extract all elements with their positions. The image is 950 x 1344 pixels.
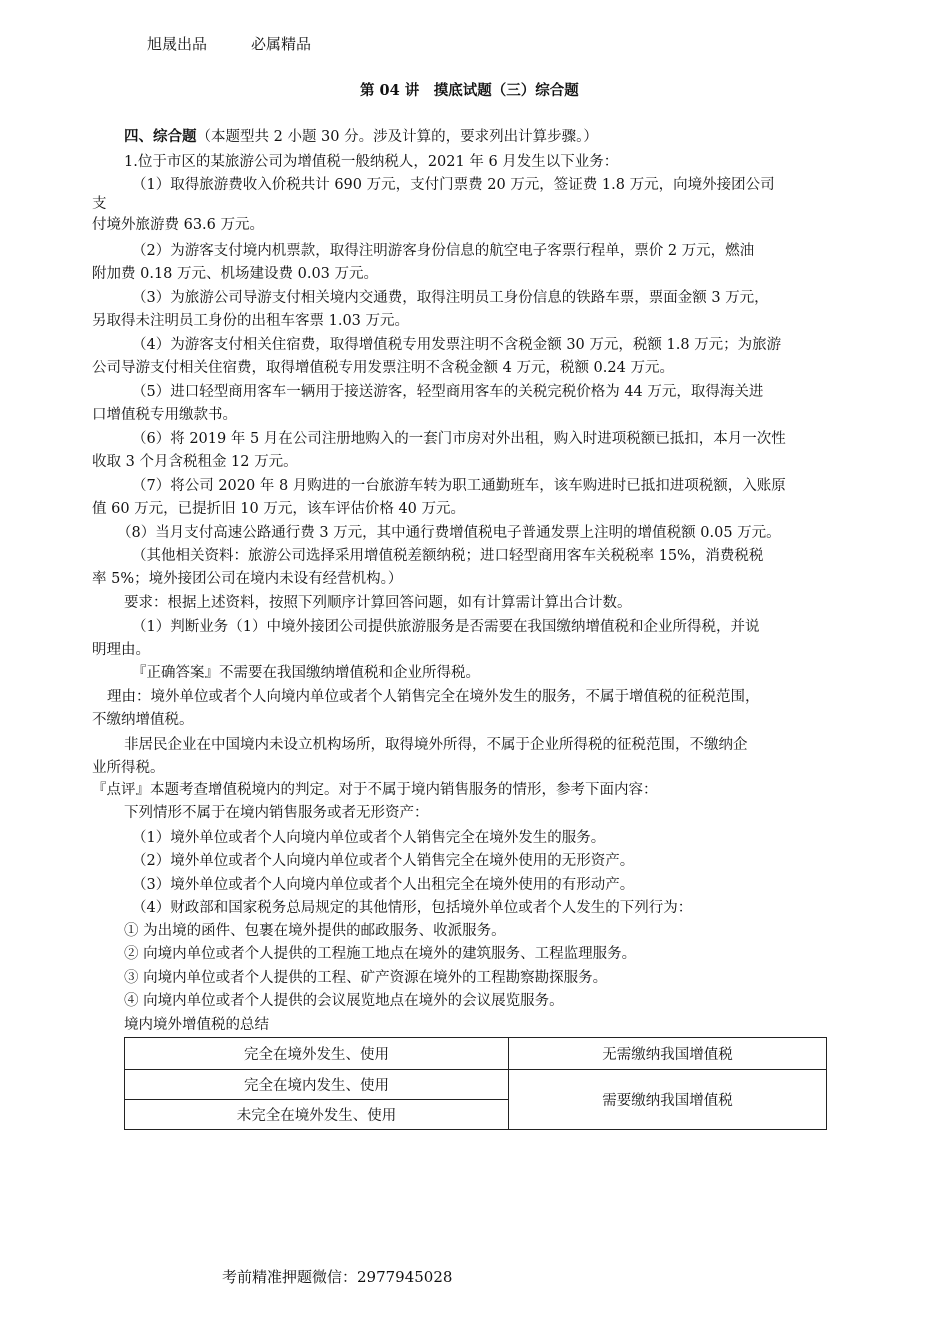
paragraph-line: （1）取得旅游费收入价税共计 690 万元，支付门票费 20 万元，签证费 1.8 万元，向境外接团公司: [132, 177, 775, 193]
table-cell: 完全在境外发生、使用: [125, 1038, 509, 1070]
requirement-line: 要求：根据上述资料，按照下列顺序计算回答问题，如有计算需计算出合计数。: [124, 595, 632, 611]
paragraph-line: 支: [92, 196, 107, 212]
list-item: （1）境外单位或者个人向境内单位或者个人销售完全在境外发生的服务。: [132, 830, 606, 846]
reason-line: 业所得税。: [92, 760, 165, 776]
list-item: （4）财政部和国家税务总局规定的其他情形，包括境外单位或者个人发生的下列行为：: [132, 900, 693, 916]
question-line: 明理由。: [92, 642, 150, 658]
paragraph-line: （6）将 2019 年 5 月在公司注册地购入的一套门市房对外出租，购入时进项税额已抵扣，本月一次性: [132, 431, 786, 447]
section-heading-note: （本题型共 2 小题 30 分。涉及计算的，要求列出计算步骤。）: [196, 129, 598, 145]
comment-line: 『点评』本题考查增值税境内的判定。对于不属于境内销售服务的情形，参考下面内容：: [92, 782, 658, 798]
section-heading-label: 四、综合题: [124, 128, 197, 145]
table-cell: 未完全在境外发生、使用: [125, 1100, 509, 1130]
page-title: 第 04 讲 摸底试题（三）综合题: [360, 82, 579, 99]
reason-line: 理由：境外单位或者个人向境内单位或者个人销售完全在境外发生的服务，不属于增值税的征税范围，: [107, 689, 760, 705]
paragraph-line: （8）当月支付高速公路通行费 3 万元，其中通行费增值税电子普通发票上注明的增值税额 0.05 万元。: [117, 525, 781, 541]
paragraph-line: 口增值税专用缴款书。: [92, 407, 237, 423]
list-item: ④ 向境内单位或者个人提供的会议展览地点在境外的会议展览服务。: [124, 993, 564, 1009]
paragraph-line: （4）为游客支付相关住宿费，取得增值税专用发票注明不含税金额 30 万元，税额 1.8 万元；为旅游: [132, 337, 782, 353]
header-left-text: 旭晟出品: [147, 35, 208, 53]
table-row: [125, 1038, 827, 1070]
paragraph-line: 率 5%；境外接团公司在境内未设有经营机构。）: [92, 571, 403, 587]
paragraph-line: 收取 3 个月含税租金 12 万元。: [92, 454, 298, 470]
table-row: [125, 1070, 827, 1100]
page-header: [147, 33, 311, 55]
answer-line: 『正确答案』不需要在我国缴纳增值税和企业所得税。: [132, 665, 480, 681]
table-cell: 需要缴纳我国增值税: [509, 1070, 827, 1130]
paragraph-line: 付境外旅游费 63.6 万元。: [92, 217, 265, 233]
list-item: ① 为出境的函件、包裹在境外提供的邮政服务、收派服务。: [124, 923, 506, 939]
list-item: ② 向境内单位或者个人提供的工程施工地点在境外的建筑服务、工程监理服务。: [124, 946, 637, 962]
paragraph-line: 值 60 万元，已提折旧 10 万元，该车评估价格 40 万元。: [92, 501, 466, 517]
header-right-text: 必属精品: [251, 35, 312, 53]
paragraph-line: （3）为旅游公司导游支付相关境内交通费，取得注明员工身份信息的铁路车票，票面金额 3 万元，: [132, 290, 769, 306]
paragraph-line: （7）将公司 2020 年 8 月购进的一台旅游车转为职工通勤班车，该车购进时已抵扣进项税额，入账原: [132, 478, 786, 494]
paragraph-line: （2）为游客支付境内机票款，取得注明游客身份信息的航空电子客票行程单，票价 2 万元，燃油: [132, 243, 755, 259]
reason-line: 非居民企业在中国境内未设立机构场所，取得境外所得，不属于企业所得税的征税范围，不缴纳企: [124, 737, 748, 753]
paragraph-line: 附加费 0.18 万元、机场建设费 0.03 万元。: [92, 266, 379, 282]
table-cell: 完全在境内发生、使用: [125, 1070, 509, 1100]
table-cell: 无需缴纳我国增值税: [509, 1038, 827, 1070]
paragraph-line: 公司导游支付相关住宿费，取得增值税专用发票注明不含税金额 4 万元，税额 0.24 万元。: [92, 360, 674, 376]
section-heading: [124, 126, 598, 148]
question-line: （1）判断业务（1）中境外接团公司提供旅游服务是否需要在我国缴纳增值税和企业所得税，并说: [132, 619, 760, 635]
reason-line: 不缴纳增值税。: [92, 712, 194, 728]
list-item: （3）境外单位或者个人向境内单位或者个人出租完全在境外使用的有形动产。: [132, 877, 635, 893]
paragraph-line: 另取得未注明员工身份的出租车客票 1.03 万元。: [92, 313, 410, 329]
list-item: （2）境外单位或者个人向境内单位或者个人销售完全在境外使用的无形资产。: [132, 853, 635, 869]
page-footer: 考前精准押题微信：2977945028: [222, 1268, 453, 1286]
table-caption: 境内境外增值税的总结: [124, 1017, 269, 1033]
paragraph-line: （其他相关资料：旅游公司选择采用增值税差额纳税；进口轻型商用客车关税税率 15%，消费税税: [132, 548, 764, 564]
question-intro: 1.位于市区的某旅游公司为增值税一般纳税人，2021 年 6 月发生以下业务：: [124, 154, 619, 170]
paragraph-line: （5）进口轻型商用客车一辆用于接送游客，轻型商用客车的关税完税价格为 44 万元，取得海关进: [132, 384, 764, 400]
comment-line: 下列情形不属于在境内销售服务或者无形资产：: [124, 805, 429, 821]
list-item: ③ 向境内单位或者个人提供的工程、矿产资源在境外的工程勘察勘探服务。: [124, 970, 608, 986]
summary-table: [124, 1037, 827, 1130]
